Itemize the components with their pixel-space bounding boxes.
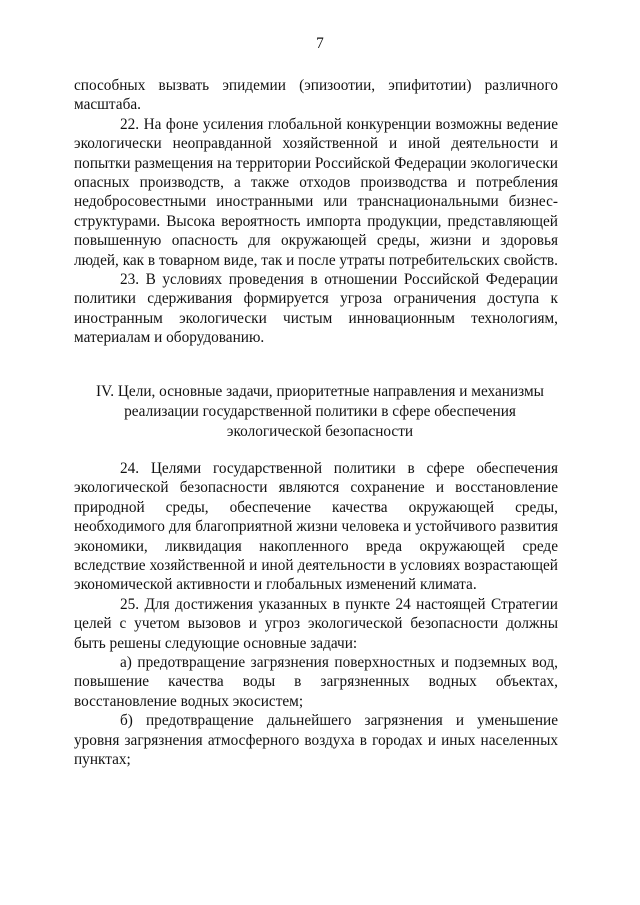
section-heading <box>60 382 580 441</box>
heading-line-3: экологической безопасности <box>226 422 414 440</box>
heading-line-1: IV. Цели, основные задачи, приоритетные направления и механизмы <box>96 383 544 400</box>
heading-line-2: реализации государственной политики в сфере обеспечения <box>124 402 516 420</box>
paragraph-22: 22. На фоне усиления глобальной конкуренции возможны ведение экологически неоправданной хозяйственной и иной деятельности и попытки размещения на территории Российской Федерации экологически опасных производств, а также отходов производства и потребления недобросовестными иностранными или транснациональными бизнес-структурами. Высока вероятность импорта продукции, представляющей повышенную опасность для окружающей среды, жизни и здоровья людей, как в товарном виде, так и после утраты потребительских свойств. <box>74 115 558 269</box>
paragraph-23: 23. В условиях проведения в отношении Российской Федерации политики сдерживания формируется угроза ограничения доступа к иностранным экологически чистым инновационным технологиям, материалам и оборудованию. <box>74 271 558 347</box>
text-block-bottom <box>74 459 558 770</box>
paragraph-25: 25. Для достижения указанных в пункте 24 настоящей Стратегии целей с учетом вызовов и угроз экологической безопасности должны быть решены следующие основные задачи: <box>74 595 558 652</box>
paragraph-b: б) предотвращение дальнейшего загрязнения и уменьшение уровня загрязнения атмосферного воздуха в городах и иных населенных пунктах; <box>74 712 558 769</box>
text-block-top <box>74 76 558 348</box>
paragraph-continuation: способных вызвать эпидемии (эпизоотии, эпифитотии) различного масштаба. <box>74 77 558 114</box>
paragraph-24: 24. Целями государственной политики в сфере обеспечения экологической безопасности являются сохранение и восстановление природной среды, обеспечение качества окружающей среды, необходимого для благоприятной жизни человека и устойчивого развития экономики, ликвидация накопленного вреда окружающей среде вследствие хозяйственной и иной деятельности в условиях возрастающей экономической активности и глобальных изменений климата. <box>74 460 558 594</box>
page-number: 7 <box>316 35 324 52</box>
paragraph-a: а) предотвращение загрязнения поверхностных и подземных вод, повышение качества воды в загрязненных водных объектах, восстановление водных экосистем; <box>74 654 558 710</box>
